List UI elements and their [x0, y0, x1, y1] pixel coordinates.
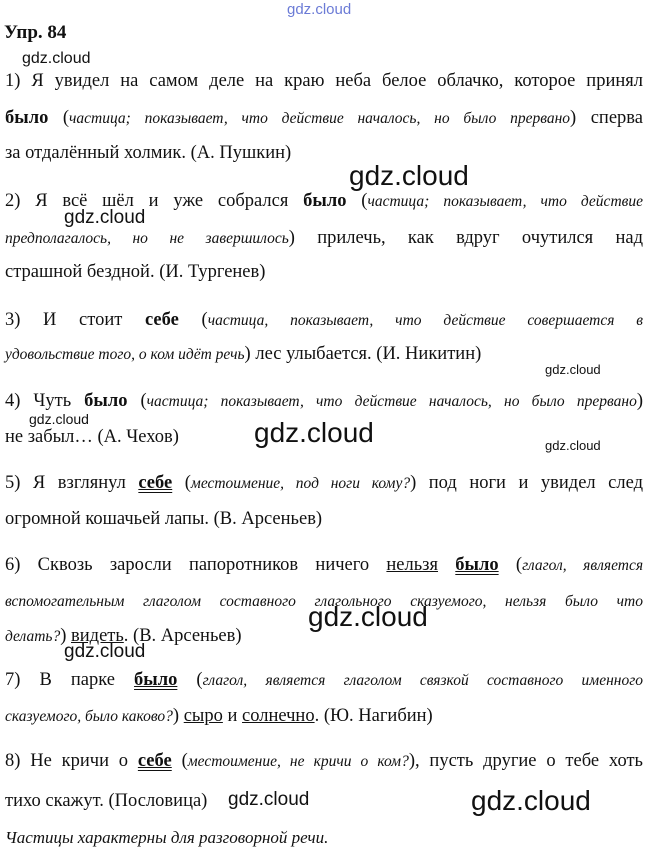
ex3-line2: удовольствие того, о ком идёт речь) лес улыбается. (И. Никитин) — [5, 344, 482, 364]
ex1-key-word: было — [5, 108, 49, 128]
ex8-key-word: себе — [137, 751, 172, 771]
ex6-key-word-2: было — [455, 555, 499, 575]
watermark: gdz.cloud — [545, 438, 601, 453]
watermark: gdz.cloud — [64, 207, 146, 228]
ex6-line1: 6) Сквозь заросли папоротников ничего нельзя было (глагол, является — [5, 555, 644, 575]
watermark: gdz.cloud — [471, 785, 591, 816]
ex3-line1: 3) И стоит себе (частица, показывает, что действие совершается в — [5, 310, 644, 330]
watermark: gdz.cloud — [29, 411, 89, 427]
ex5-key-word: себе — [138, 473, 173, 493]
watermark: gdz.cloud — [228, 789, 310, 810]
watermark: gdz.cloud — [287, 1, 352, 18]
ex8-line2: тихо скажут. (Пословица) — [5, 791, 208, 811]
watermark: gdz.cloud — [64, 641, 146, 662]
watermark: gdz.cloud — [308, 601, 428, 632]
exercise-title: Упр. 84 — [4, 22, 67, 43]
ex4-key-word: было — [84, 391, 128, 411]
ex5-line1: 5) Я взглянул себе (местоимение, под ноги кому?) под ноги и увидел след — [5, 473, 644, 493]
ex7-line2: сказуемого, было каково?) сыро и солнечно. (Ю. Нагибин) — [5, 706, 433, 726]
ex1-line2: было (частица; показывает, что действие началось, но было прервано) сперва — [5, 108, 643, 128]
watermark: gdz.cloud — [22, 50, 91, 67]
ex2-line2: предполагалось, но не завершилось) прилечь, как вдруг очутился над — [5, 228, 643, 248]
ex6-key-word-1: нельзя — [386, 555, 439, 575]
conclusion: Частицы характерны для разговорной речи. — [5, 828, 329, 847]
ex8-line1: 8) Не кричи о себе (местоимение, не кричи о ком?), пусть другие о тебе хоть — [5, 751, 643, 771]
ex1-line1: 1) Я увидел на самом деле на краю неба белое облачко, которое принял — [5, 71, 643, 91]
ex6-line2: вспомогательным глаголом составного глагольного сказуемого, нельзя было что — [5, 593, 643, 610]
ex2-line3: страшной бездной. (И. Тургенев) — [5, 262, 266, 282]
ex7-key-word: было — [134, 670, 178, 690]
ex5-line2: огромной кошачьей лапы. (В. Арсеньев) — [5, 509, 323, 529]
ex3-key-word: себе — [145, 310, 179, 330]
ex1-line3: за отдалённый холмик. (А. Пушкин) — [5, 143, 292, 163]
ex4-line2: не забыл… (А. Чехов) — [5, 427, 179, 447]
ex4-line1: 4) Чуть было (частица; показывает, что действие началось, но было прервано) — [5, 391, 643, 411]
watermark: gdz.cloud — [254, 417, 374, 448]
watermark: gdz.cloud — [545, 362, 601, 377]
ex6-line3: делать?) видеть. (В. Арсеньев) — [5, 626, 242, 646]
ex7-line1: 7) В парке было (глагол, является глаголом связкой составного именного — [5, 670, 644, 690]
ex2-line1: 2) Я всё шёл и уже собрался было (частица; показывает, что действие — [5, 191, 643, 211]
ex2-key-word: было — [303, 191, 347, 211]
ex1-note: частица; показывает, что действие началось, но было прервано — [69, 110, 571, 127]
watermark: gdz.cloud — [349, 160, 469, 191]
ex6-key-word-3: видеть — [71, 626, 124, 646]
